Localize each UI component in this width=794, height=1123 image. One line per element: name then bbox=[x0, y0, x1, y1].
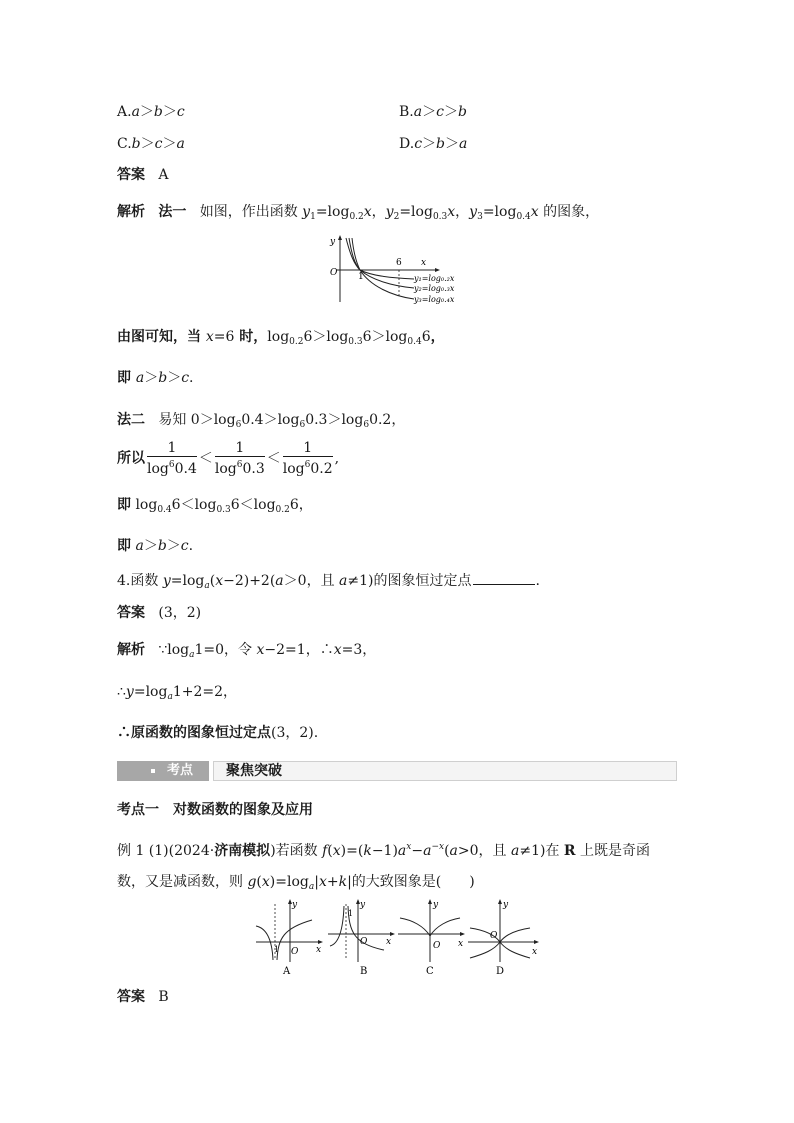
choice-graph-c bbox=[398, 899, 465, 977]
fraction-prefix: 所以 bbox=[117, 450, 145, 467]
fraction-line: 所以 $\frac{1}{\log^60.4}$ ＜ $\frac{1}{\log^60.3}$ ＜ $\frac{1}{\log^60.2}$ , bbox=[117, 440, 340, 477]
choice-graph-a bbox=[256, 899, 323, 977]
graph-label-y3: y₃=log₀.₄x bbox=[414, 295, 455, 304]
analysis-label: 解析 bbox=[117, 204, 145, 220]
example-1-line2: 数，又是减函数，则 $g(x)=\log_a|x+k|$的大致图象是( ) bbox=[117, 874, 475, 892]
choice-label-a: A bbox=[283, 966, 291, 977]
answer-1 bbox=[117, 166, 168, 184]
analysis-4-line2: $\therefore y=\log_a1+2=2$， bbox=[117, 684, 238, 702]
svg-text:1: 1 bbox=[348, 909, 354, 918]
method1-label: 法一 bbox=[158, 204, 187, 220]
method2-label: 法二 bbox=[117, 412, 145, 428]
analysis-method1: 解析 法一 如图，作出函数 $y_1=\log_{0.2}x$，$y_2=\log_{0.3}x$，$y_3=\log_{0.4}x$ 的图象， bbox=[117, 204, 600, 222]
graph-x-label: x bbox=[421, 258, 427, 268]
answer-blank bbox=[473, 572, 535, 585]
choice-label-d: D bbox=[496, 966, 505, 977]
svg-text:x: x bbox=[386, 937, 392, 947]
question-4: 4.函数 $y=\log_a(x-2)+2(a>0$，且 a≠1)的图象恒过定点 . bbox=[117, 573, 540, 591]
band-left bbox=[117, 761, 209, 781]
fraction-3: $\frac{1}{\log^60.2}$ bbox=[282, 440, 333, 477]
option-b: B.a＞c＞b bbox=[399, 104, 467, 120]
svg-text:x: x bbox=[532, 947, 538, 957]
svg-text:O: O bbox=[490, 931, 498, 941]
choice-graphs bbox=[250, 898, 545, 978]
graph-y-label: y bbox=[330, 237, 336, 247]
svg-text:O: O bbox=[433, 941, 441, 951]
answer-2 bbox=[117, 988, 169, 1006]
analysis-so-3: 即 a＞b＞c. bbox=[117, 538, 194, 554]
topic-heading: 考点一 对数函数的图象及应用 bbox=[117, 802, 313, 818]
analysis-4-line1: 解析 $\because\log_a1=0$，令 x−2=1，∴x=3， bbox=[117, 642, 377, 660]
choice-graph-b bbox=[328, 899, 395, 977]
square-bullet-icon bbox=[151, 769, 155, 773]
curve-y3 bbox=[352, 238, 414, 299]
answer-2-value: B bbox=[158, 989, 169, 1005]
analysis-conclusion: 由图可知，当 x=6 时，$\log_{0.2}6>\log_{0.3}6>\log_{0.4}6$， bbox=[117, 329, 445, 347]
answer-value: A bbox=[158, 167, 169, 183]
analysis-so-2: 即 $\log_{0.4}6<\log_{0.3}6<\log_{0.2}6$， bbox=[117, 497, 313, 515]
example-1-line1: 例 1 (1)(2024·济南模拟)若函数 $f(x)=(k-1)a^x-a^{-x}(a>0$，且 a≠1)在 R 上既是奇函 bbox=[117, 842, 651, 859]
section-band bbox=[117, 761, 677, 781]
option-a: A.a＞b＞c bbox=[117, 104, 185, 120]
svg-text:x: x bbox=[316, 945, 322, 955]
graph-origin: O bbox=[330, 268, 338, 278]
svg-text:y: y bbox=[433, 900, 439, 910]
choice-graph-d bbox=[468, 899, 539, 977]
svg-text:y: y bbox=[503, 900, 509, 910]
answer-4 bbox=[117, 604, 201, 622]
analysis-method2: 法二 易知 $0>\log_60.4>\log_60.3>\log_60.2$， bbox=[117, 412, 406, 430]
fraction-1: $\frac{1}{\log^60.4}$ bbox=[147, 440, 197, 477]
analysis-4-label: 解析 bbox=[117, 642, 145, 658]
svg-text:y: y bbox=[360, 900, 366, 910]
fraction-2: $\frac{1}{\log^60.3}$ bbox=[214, 440, 265, 477]
option-c: C.b＞c＞a bbox=[117, 136, 185, 152]
analysis-so-1: 即 a＞b＞c. bbox=[117, 370, 194, 386]
answer-4-label: 答案 bbox=[117, 605, 145, 621]
answer-4-value: (3，2) bbox=[158, 605, 202, 621]
graph-label-y1: y₁=log₀.₂x bbox=[414, 274, 455, 283]
band-left-text: 考点 bbox=[167, 763, 194, 778]
choice-label-b: B bbox=[360, 966, 368, 977]
svg-text:1: 1 bbox=[274, 945, 280, 954]
answer-2-label: 答案 bbox=[117, 989, 145, 1005]
svg-text:x: x bbox=[458, 939, 464, 949]
svg-text:y: y bbox=[292, 900, 298, 910]
svg-text:O: O bbox=[360, 937, 368, 947]
band-right-text: 聚焦突破 bbox=[226, 763, 282, 779]
graph-six: 6 bbox=[396, 258, 402, 268]
graph-one: 1 bbox=[358, 272, 364, 282]
analysis-4-line3: ∴原函数的图象恒过定点(3，2). bbox=[117, 725, 319, 741]
choice-label-c: C bbox=[426, 966, 434, 977]
svg-text:O: O bbox=[291, 947, 299, 957]
log-graph bbox=[322, 232, 472, 308]
band-right bbox=[213, 761, 677, 781]
graph-label-y2: y₂=log₀.₃x bbox=[414, 284, 455, 293]
answer-label: 答案 bbox=[117, 167, 145, 183]
option-d: D.c＞b＞a bbox=[399, 136, 468, 152]
